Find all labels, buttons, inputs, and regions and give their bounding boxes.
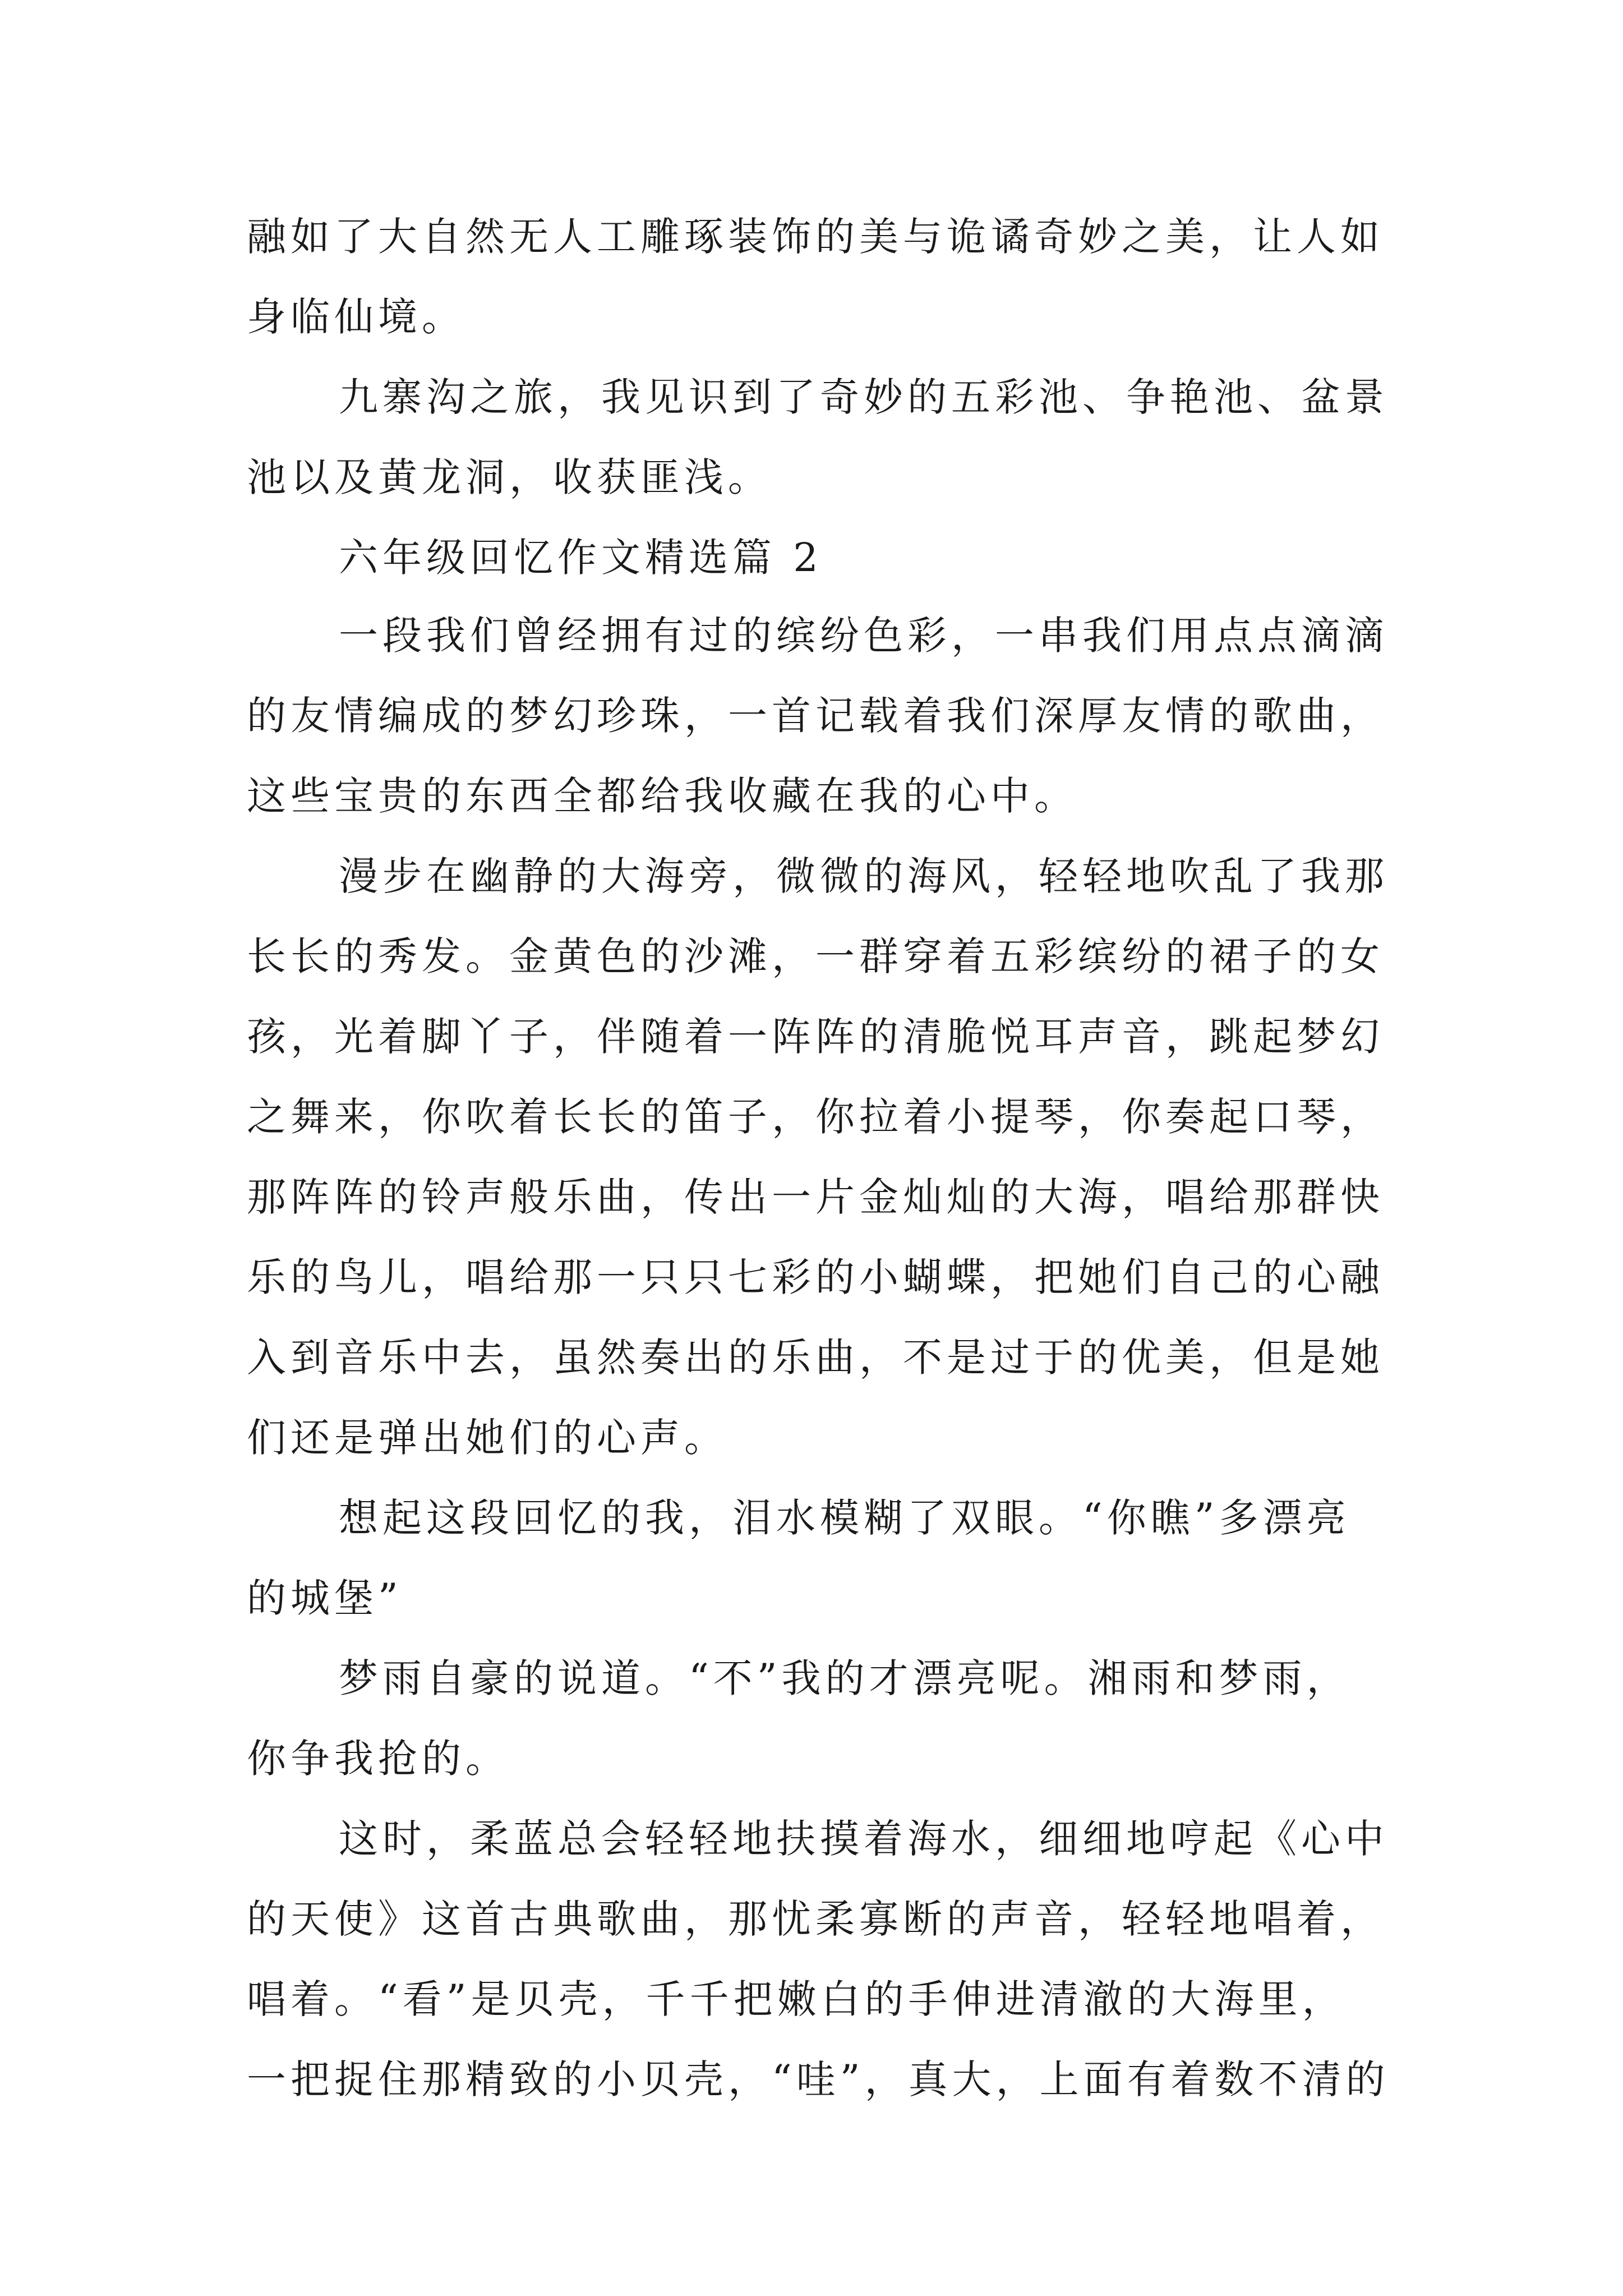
text-line: 这些宝贵的东西全都给我收藏在我的心中。 [247,773,1078,819]
text-line: 们还是弹出她们的心声。 [247,1415,728,1461]
text-line: 之舞来，你吹着长长的笛子，你拉着小提琴，你奏起口琴， [247,1094,1384,1140]
text-line: 池以及黄龙洞，收获匪浅。 [247,454,772,500]
text-line: 的友情编成的梦幻珍珠，一首记载着我们深厚友情的歌曲， [247,693,1384,739]
text-line: 九寨沟之旅，我见识到了奇妙的五彩池、争艳池、盆景 [339,374,1389,420]
text-line: 漫步在幽静的大海旁，微微的海风，轻轻地吹乱了我那 [339,853,1389,899]
text-line: 一段我们曾经拥有过的缤纷色彩，一串我们用点点滴滴 [339,613,1389,659]
text-line: 梦雨自豪的说道。“不”我的才漂亮呢。湘雨和梦雨， [339,1655,1350,1701]
text-line: 孩，光着脚丫子，伴随着一阵阵的清脆悦耳声音，跳起梦幻 [247,1014,1384,1060]
text-line: 你争我抢的。 [247,1736,509,1782]
text-line: 入到音乐中去，虽然奏出的乐曲，不是过于的优美，但是她 [247,1335,1384,1381]
text-line: 唱着。“看”是贝壳，千千把嫩白的手伸进清澈的大海里， [247,1976,1346,2022]
text-line: 乐的鸟儿，唱给那一只只七彩的小蝴蝶，把她们自己的心融 [247,1254,1384,1300]
text-line: 的城堡” [247,1575,403,1621]
text-line: 那阵阵的铃声般乐曲，传出一片金灿灿的大海，唱给那群快 [247,1174,1384,1220]
text-line: 身临仙境。 [247,294,465,340]
text-line: 这时，柔蓝总会轻轻地扶摸着海水，细细地哼起《心中 [339,1816,1389,1862]
text-line: 的天使》这首古典歌曲，那忧柔寡断的声音，轻轻地唱着， [247,1896,1384,1942]
text-line: 融如了大自然无人工雕琢装饰的美与诡谲奇妙之美，让人如 [247,214,1384,260]
text-line: 想起这段回忆的我，泪水模糊了双眼。“你瞧”多漂亮 [339,1495,1350,1541]
text-line: 长长的秀发。金黄色的沙滩，一群穿着五彩缤纷的裙子的女 [247,933,1384,979]
section-heading: 六年级回忆作文精选篇 2 [339,535,823,581]
text-line: 一把捉住那精致的小贝壳，“哇”，真大，上面有着数不清的 [247,2056,1390,2102]
